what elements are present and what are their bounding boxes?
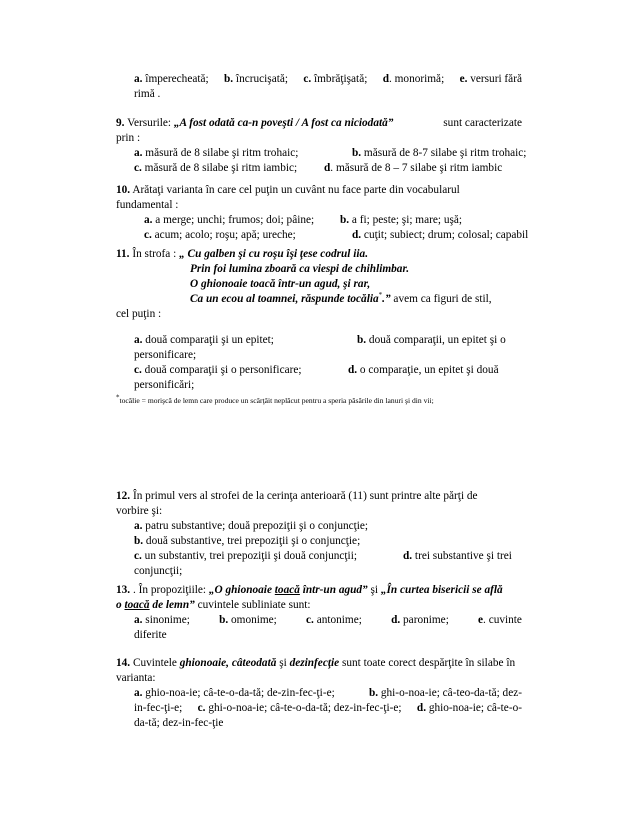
q12-option-d-cont: conjuncţii; <box>134 565 183 577</box>
q9-number: 9. <box>116 117 125 129</box>
q13-option-d: d. paronime; <box>391 614 449 626</box>
q14-line-4 <box>134 701 522 716</box>
q11-verse-4: Ca un ecou al toamnei, răspunde tocălia <box>190 293 379 305</box>
q9-option-c: c. măsură de 8 silabe şi ritm iambic; <box>134 162 298 174</box>
q14-option-d: d. ghio-noa-ie; câ-te-o- <box>416 702 522 714</box>
q14-option-b-cont: in-fec-ţi-e; <box>134 702 183 714</box>
q13-option-a: a. sinonime; <box>134 614 190 626</box>
q13-option-e: e. cuvinte <box>478 614 522 626</box>
q11-number: 11. <box>116 248 130 260</box>
q8-option-e: e. versuri fără <box>459 73 522 85</box>
q13-underlined-word-1: toacă <box>274 584 300 596</box>
q11-option-d: d. o comparaţie, un epitet şi două <box>348 364 499 376</box>
q9-line-2: prin : <box>116 132 141 144</box>
q9-option-a: a. măsură de 8 silabe şi ritm trohaic; <box>134 147 299 159</box>
q11-line-6: cel puţin : <box>116 308 162 320</box>
q13-option-b: b. omonime; <box>219 614 277 626</box>
q10-line-2: fundamental : <box>116 199 179 211</box>
q14-word-3: dezinfecţie <box>289 657 340 669</box>
q9-quote: „A fost odată ca-n poveşti / A fost ca niciodată” <box>173 117 394 129</box>
q8-option-b: b. încrucişată; <box>224 73 288 85</box>
q14-line-3 <box>134 686 522 701</box>
q11-option-b: b. două comparaţii, un epitet şi o <box>357 334 506 346</box>
q12-option-b: b. două substantive, trei prepoziţii şi o conjuncţie; <box>134 535 361 547</box>
q14-option-b: b. ghi-o-noa-ie; câ-teo-da-tă; dez- <box>368 687 522 699</box>
q8-option-d: d. monorimă; <box>382 73 445 85</box>
q14-option-d-cont: da-tă; dez-in-fec-ţie <box>134 717 224 729</box>
q13-options-line <box>134 613 522 628</box>
q13-line-2: o toacă de lemn” cuvintele subliniate sunt: <box>116 599 311 611</box>
q11-option-a: a. două comparaţii şi un epitet; <box>134 334 274 346</box>
q10-option-d: d. cuţit; subiect; drum; colosal; capabil <box>352 229 529 241</box>
q11-verse-3: O ghionoaie toacă într-un agud, şi rar, <box>190 278 371 290</box>
q10-option-a: a. a merge; unchi; frumos; doi; pâine; <box>144 214 315 226</box>
q14-word-1: ghionoaie <box>179 657 227 669</box>
q14-line-2: varianta: <box>116 672 156 684</box>
q8-option-c: c. îmbrăţişată; <box>303 73 368 85</box>
q14-option-a: a. ghio-noa-ie; câ-te-o-da-tă; de-zin-fec-ţi-e; <box>134 687 335 699</box>
q12-option-d: d. trei substantive şi trei <box>403 550 512 562</box>
q12-line-1: 12. În primul vers al strofei de la cerinţa anterioară (11) sunt printre alte părţi de <box>116 490 478 502</box>
q11-option-b-cont: personificare; <box>134 349 197 361</box>
q8-options-line <box>134 72 522 87</box>
q10-option-b: b. a fi; peste; şi; mare; uşă; <box>340 214 463 226</box>
q13-line-1: 13. . În propoziţiile: „O ghionoaie toacă într-un agud” şi „În curtea bisericii se află <box>116 584 503 596</box>
footnote-marker: * <box>378 291 383 300</box>
q9-line-1: 9. Versurile: „A fost odată ca-n poveşti / A fost ca niciodată” sunt caracterizate <box>116 117 522 129</box>
q12-line-2: vorbire şi: <box>116 505 163 517</box>
q8-option-e-cont: rimă . <box>134 88 161 100</box>
q14-word-2: câteodată <box>231 657 277 669</box>
q13-underlined-word-2: toacă <box>124 599 150 611</box>
q14-line-1: 14. Cuvintele ghionoaie, câteodată şi dezinfecţie sunt toate corect despărţite în silabe în <box>116 657 516 669</box>
q11-option-d-cont: personificări; <box>134 379 195 391</box>
q14-option-c: c. ghi-o-noa-ie; câ-te-o-da-tă; dez-in-fec-ţi-e; <box>197 702 402 714</box>
footnote <box>116 393 434 408</box>
q11-option-c: c. două comparaţii şi o personificare; <box>134 364 302 376</box>
q8-option-a: a. împerecheată; <box>134 73 209 85</box>
q11-verse-2: Prin foi lumina zboară ca viespi de chihlimbar. <box>190 263 410 275</box>
q12-option-c: c. un substantiv, trei prepoziţii şi două conjuncţii; <box>134 550 357 562</box>
q11-line-1: 11. În strofa : „ Cu galben şi cu roşu îşi ţese codrul iia. <box>116 248 369 260</box>
q9-option-b: b. măsură de 8-7 silabe şi ritm trohaic; <box>352 147 527 159</box>
footnote-text: tocălie = morişcă de lemn care produce un scârţâit neplăcut pentru a speria păsările din lanuri şi din vii; <box>119 396 434 405</box>
q12-number: 12. <box>116 490 131 502</box>
q11-verse-1: „ Cu galben şi cu roşu îşi ţese codrul iia. <box>179 248 369 260</box>
q13-option-e-cont: diferite <box>134 629 167 641</box>
q9-option-d: d. măsură de 8 – 7 silabe şi ritm iambic <box>324 162 503 174</box>
q14-number: 14. <box>116 657 131 669</box>
q13-number: 13. <box>116 584 131 596</box>
q10-number: 10. <box>116 184 131 196</box>
q13-option-c: c. antonime; <box>306 614 362 626</box>
footnote-star: * <box>116 393 120 402</box>
q11-verse-4-line: Ca un ecou al toamnei, răspunde tocălia*.” avem ca figuri de stil, <box>190 291 492 305</box>
q10-option-c: c. acum; acolo; roşu; apă; ureche; <box>144 229 296 241</box>
q12-option-a: a. patru substantive; două prepoziţii şi o conjuncţie; <box>134 520 369 532</box>
q10-line-1: 10. Arătaţi varianta în care cel puţin un cuvânt nu face parte din vocabularul <box>116 184 460 196</box>
